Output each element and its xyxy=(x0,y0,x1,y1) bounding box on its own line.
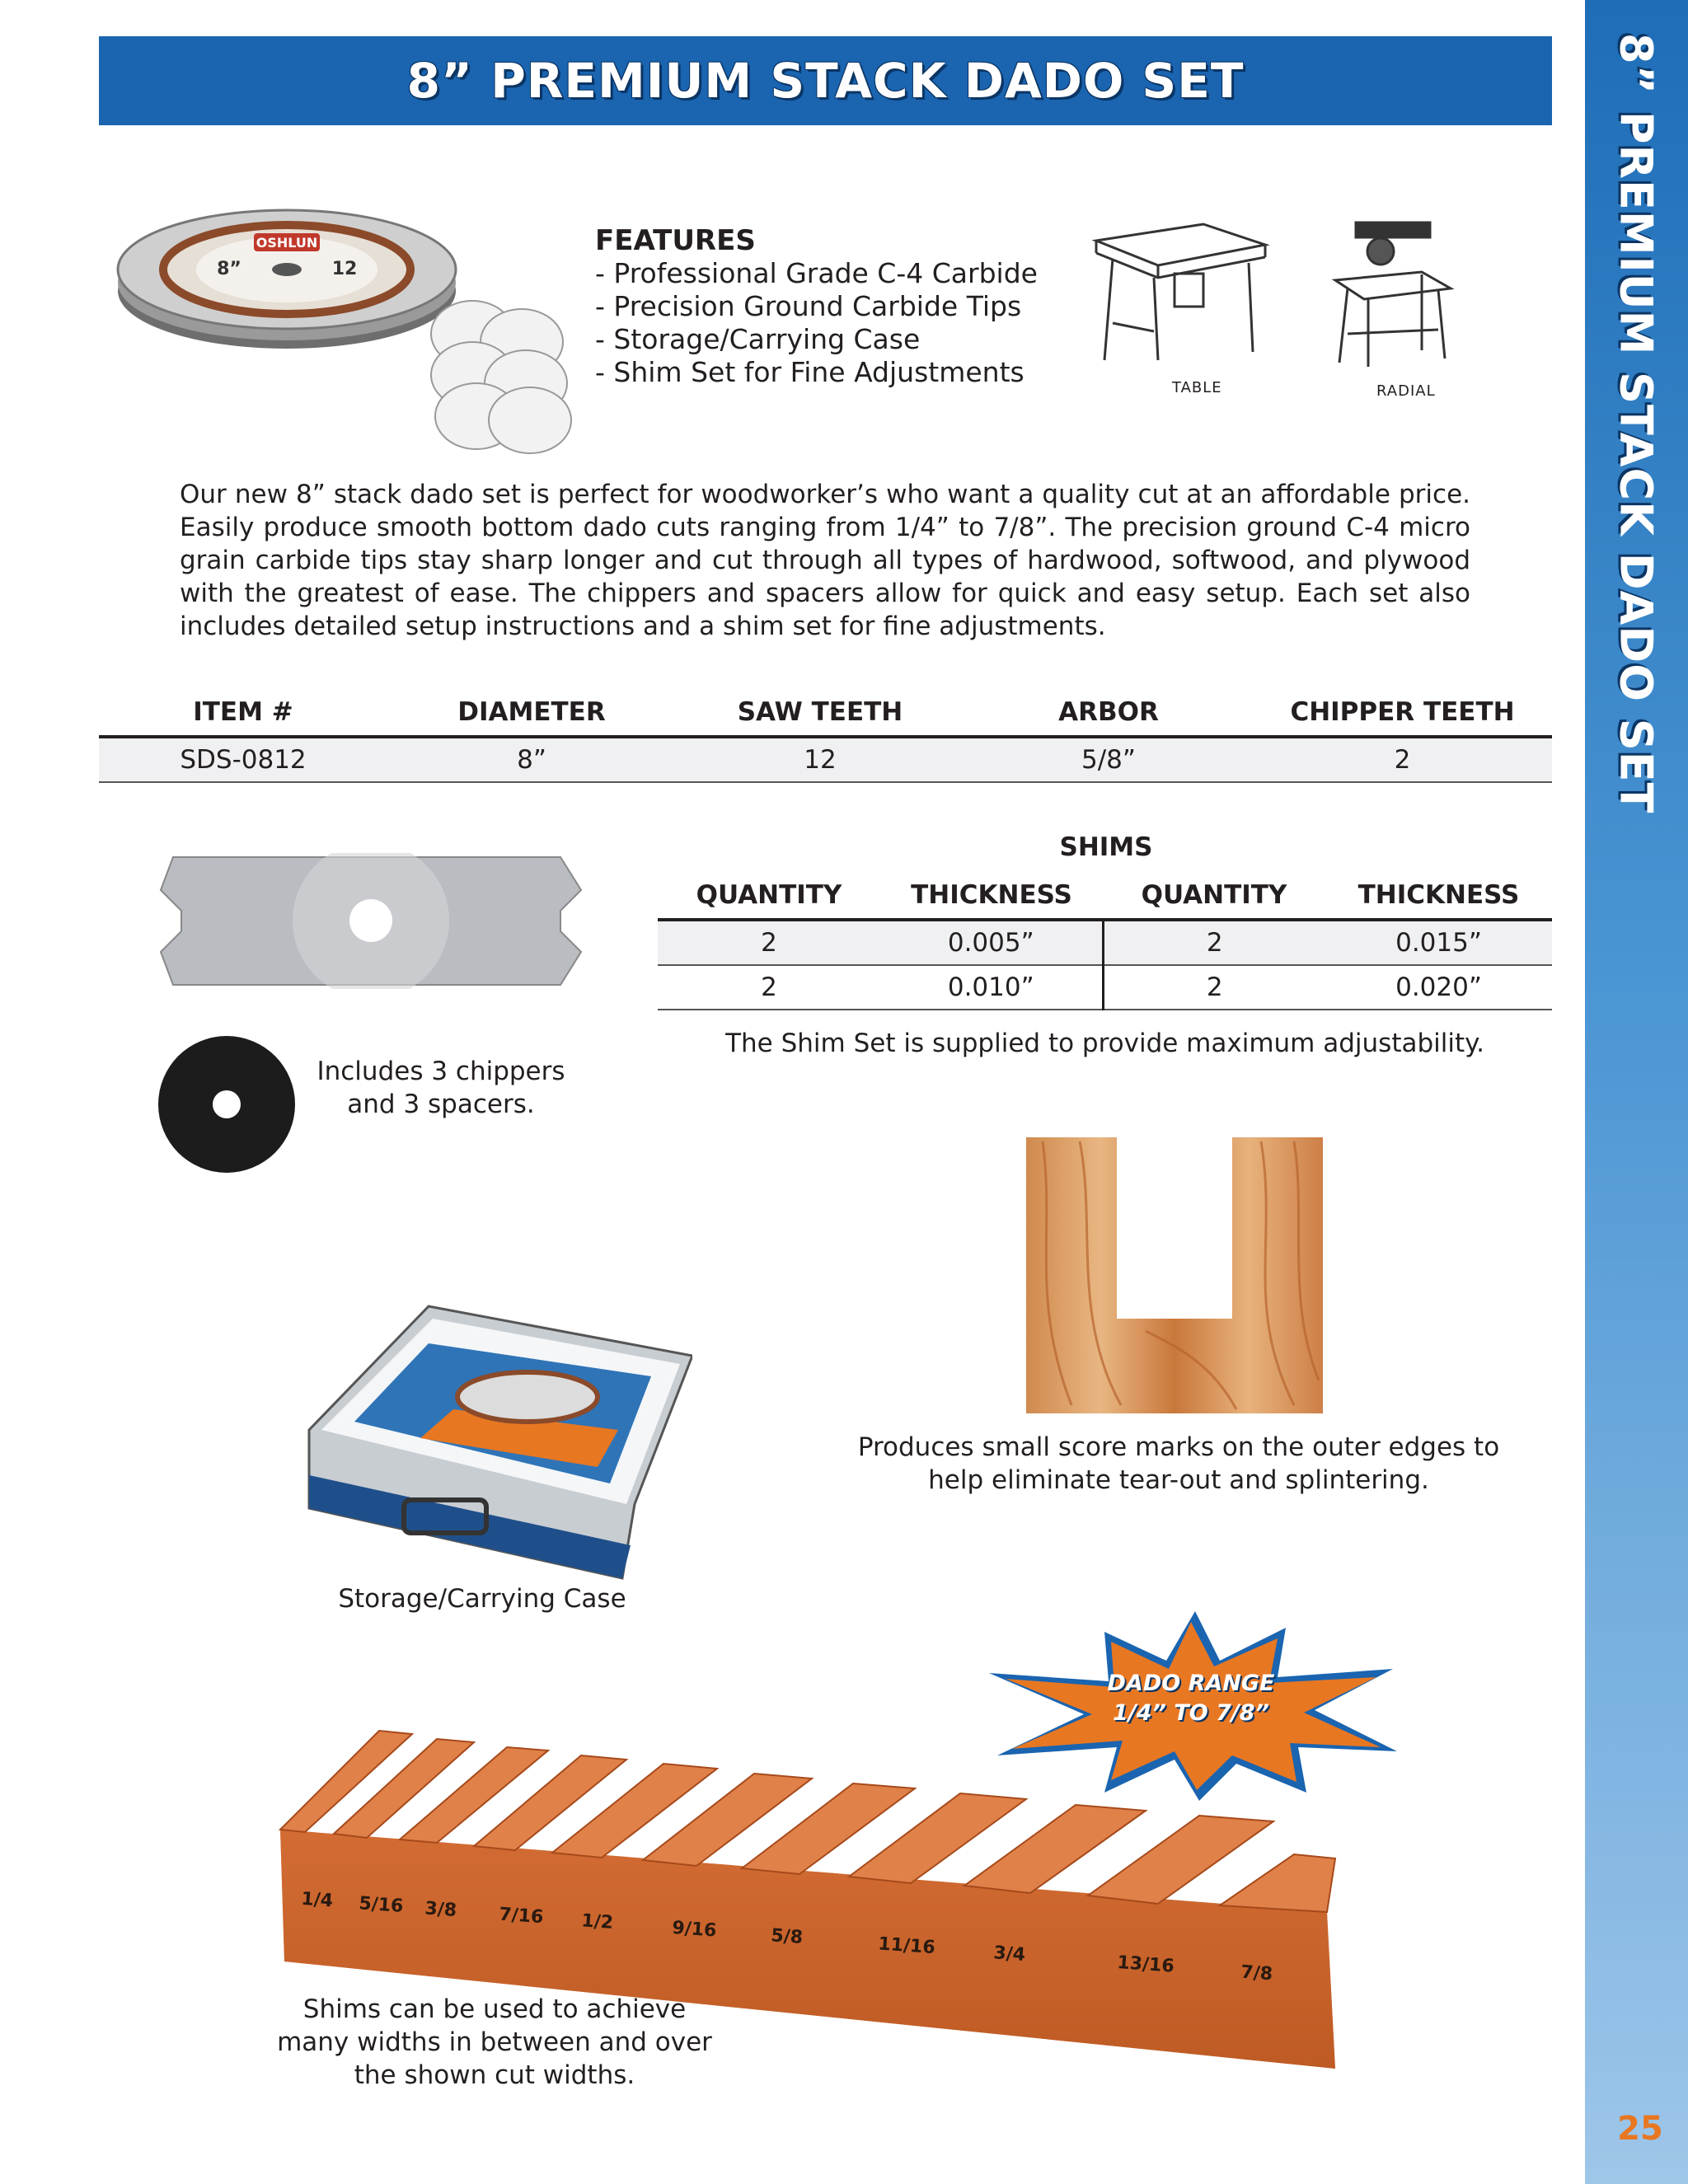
blade-teeth-text: 12 xyxy=(331,259,358,279)
spec-cell: 12 xyxy=(676,737,964,782)
shims-cell: 0.005” xyxy=(880,920,1103,965)
dado-blade-image xyxy=(97,185,592,466)
cut-width-label: 3/4 xyxy=(992,1943,1026,1966)
shims-cell: 2 xyxy=(1103,920,1325,965)
table-row xyxy=(658,920,1552,965)
carrying-case-image xyxy=(305,1298,692,1595)
side-title: 8” PREMIUM STACK DADO SET xyxy=(1610,33,1662,814)
blade-size-text: 8” xyxy=(217,259,241,279)
shims-header-row xyxy=(658,874,1552,920)
shims-cell: 2 xyxy=(658,965,880,1010)
product-description: Our new 8” stack dado set is perfect for woodworker’s who want a quality cut at an affordable price. Easily produce smooth bottom dado cuts ranging from 1/4” to 7/8”. The precision ground C-4 micro grain carbide tips stay sharp longer and cut through all types of hardwood, softwood, and plywood with the greatest of ease. The chippers and spacers allow for quick and easy setup. Each set also includes detailed setup instructions and a shim set for fine adjustments. xyxy=(180,480,1470,641)
feature-item: - Shim Set for Fine Adjustments xyxy=(595,356,1025,388)
radial-saw-icon xyxy=(1331,210,1455,375)
cut-width-label: 13/16 xyxy=(1116,1952,1175,1977)
cut-width-label: 5/8 xyxy=(770,1925,804,1948)
spec-header-cell: DIAMETER xyxy=(387,692,676,737)
caption-line: Produces small score marks on the outer edges to xyxy=(857,1432,1500,1462)
side-bar xyxy=(1585,0,1688,2184)
caption-line: Shims can be used to achieve xyxy=(302,1994,687,2024)
shims-header-cell: QUANTITY xyxy=(1103,874,1325,920)
chipper-image xyxy=(157,853,593,989)
shims-cell: 0.010” xyxy=(880,965,1103,1010)
blade-brand-text: OSHLUN xyxy=(256,235,318,251)
dado-range-label xyxy=(1088,1669,1294,1728)
spec-header-cell: CHIPPER TEETH xyxy=(1253,692,1552,737)
page-title: 8” PREMIUM STACK DADO SET xyxy=(406,53,1245,109)
header-banner xyxy=(99,36,1552,125)
spec-header-cell: SAW TEETH xyxy=(676,692,964,737)
cut-width-label: 11/16 xyxy=(877,1933,936,1959)
shims-table xyxy=(658,874,1552,1010)
spec-cell: 5/8” xyxy=(964,737,1253,782)
spec-header-cell: ITEM # xyxy=(99,692,387,737)
score-caption xyxy=(841,1431,1517,1497)
shims-cell: 0.020” xyxy=(1325,965,1552,1010)
spec-table-header-row xyxy=(99,692,1552,737)
dado-cut-wood-image xyxy=(1022,1133,1327,1418)
shims-header-cell: THICKNESS xyxy=(880,874,1103,920)
cut-width-label: 7/16 xyxy=(498,1904,545,1929)
shims-note: The Shim Set is supplied to provide maximum adjustability. xyxy=(725,1029,1484,1058)
caption-line: Includes 3 chippers xyxy=(316,1057,565,1086)
spec-header-cell: ARBOR xyxy=(964,692,1253,737)
case-caption: Storage/Carrying Case xyxy=(338,1584,626,1614)
feature-item: - Storage/Carrying Case xyxy=(595,323,921,355)
table-row xyxy=(99,737,1552,782)
spec-cell: 2 xyxy=(1253,737,1552,782)
shims-cell: 2 xyxy=(1103,965,1325,1010)
cut-width-label: 9/16 xyxy=(671,1917,718,1942)
spec-cell: SDS-0812 xyxy=(99,737,387,782)
table-saw-icon xyxy=(1088,216,1278,373)
cut-width-label: 3/8 xyxy=(424,1898,457,1922)
spacer-image xyxy=(157,1034,297,1174)
shims-widths-caption xyxy=(264,1993,725,2092)
features-list xyxy=(595,224,1038,389)
spec-table xyxy=(99,692,1552,783)
cut-width-label: 7/8 xyxy=(1240,1961,1273,1985)
page-number: 25 xyxy=(1617,2110,1663,2148)
shims-title: SHIMS xyxy=(1059,832,1153,862)
caption-line: the shown cut widths. xyxy=(354,2060,635,2090)
feature-item: - Precision Ground Carbide Tips xyxy=(595,290,1022,322)
table-row xyxy=(658,965,1552,1010)
shims-cell: 0.015” xyxy=(1325,920,1552,965)
caption-line: many widths in between and over xyxy=(277,2027,712,2057)
shims-header-cell: QUANTITY xyxy=(658,874,880,920)
radial-saw-label: RADIAL xyxy=(1376,382,1436,400)
dado-range-line1: DADO RANGE xyxy=(1107,1671,1275,1696)
table-saw-label: TABLE xyxy=(1172,379,1222,396)
cut-width-label: 1/4 xyxy=(300,1888,334,1912)
caption-line: help eliminate tear-out and splintering. xyxy=(928,1465,1429,1495)
shims-header-cell: THICKNESS xyxy=(1325,874,1552,920)
dado-range-line2: 1/4” TO 7/8” xyxy=(1113,1700,1269,1726)
cut-width-label: 1/2 xyxy=(580,1910,614,1933)
features-title: FEATURES xyxy=(595,224,756,257)
chippers-caption xyxy=(313,1055,569,1121)
feature-item: - Professional Grade C-4 Carbide xyxy=(595,257,1038,289)
shims-cell: 2 xyxy=(658,920,880,965)
cut-width-label: 5/16 xyxy=(358,1893,405,1917)
spec-cell: 8” xyxy=(387,737,676,782)
caption-line: and 3 spacers. xyxy=(347,1090,535,1119)
